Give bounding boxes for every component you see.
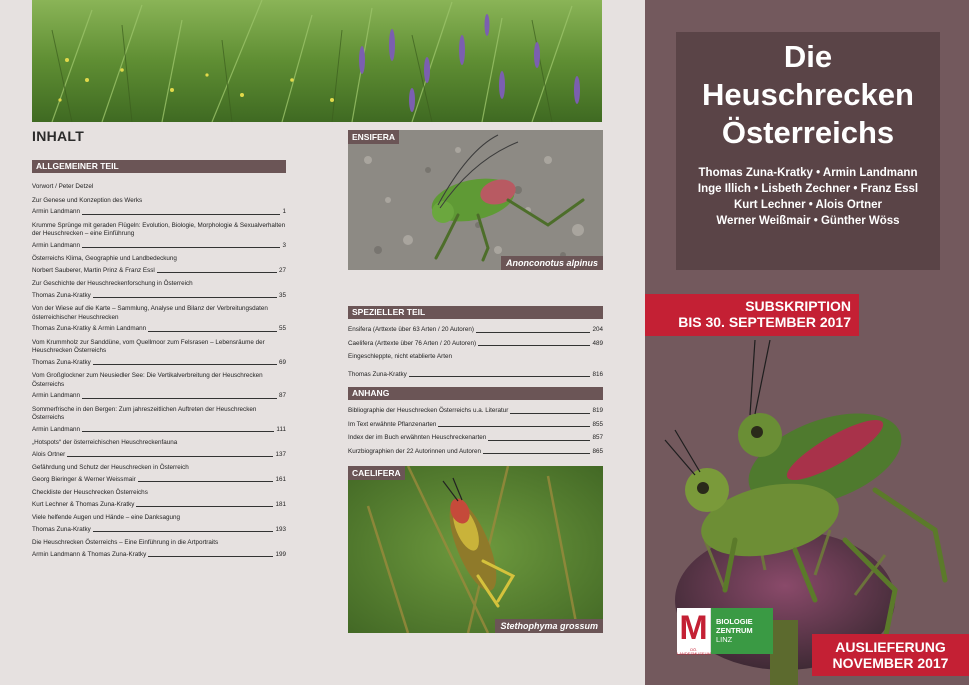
toc-entry-author: Georg Bieringer & Werner Weissmair [32, 475, 136, 483]
toc-entry-title: Eingeschleppte, nicht etablierte Arten [348, 353, 452, 360]
second-column [348, 130, 603, 633]
toc-entry [32, 339, 286, 368]
toc-entry-title: Kurzbiographien der 22 Autorinnen und Autoren [348, 447, 482, 455]
toc-entry-title: „Hotspots“ der österreichischen Heuschreckenfauna [32, 439, 178, 446]
toc-entry-title: Viele helfende Augen und Hände – eine Danksagung [32, 514, 180, 521]
subscription-banner [645, 294, 859, 336]
toc-entry-page: 55 [278, 325, 286, 332]
toc-entry-author: Armin Landmann & Thomas Zuna-Kratky [32, 550, 147, 558]
toc-entry-title: Vorwort / Peter Detzel [32, 183, 94, 190]
toc-entry [348, 421, 603, 430]
toc-entry-page: 857 [592, 434, 603, 441]
section-heading-appendix: ANHANG [348, 387, 603, 400]
toc-entry [32, 464, 286, 484]
toc-entry-title: Gefährdung und Schutz der Heuschrecken in Österreich [32, 464, 189, 471]
toc-entry-page: 3 [282, 241, 286, 249]
cover-title-box [676, 32, 940, 270]
toc-entry-title: Österreichs Klima, Geographie und Landbedeckung [32, 255, 177, 262]
toc-entry-author: Kurt Lechner & Thomas Zuna-Kratky [32, 500, 135, 508]
logo-text-line: BIOLOGIE [716, 617, 753, 626]
subscription-line: BIS 30. SEPTEMBER 2017 [678, 314, 851, 330]
toc-entry-author: Thomas Zuna-Kratky [32, 291, 91, 299]
logo-text-line: ZENTRUM [716, 626, 753, 635]
toc-entry [32, 255, 286, 275]
delivery-line: AUSLIEFERUNG [835, 639, 946, 655]
cover-author-line: Thomas Zuna-Kratky • Armin Landmann [698, 167, 918, 179]
toc-entry [32, 439, 286, 459]
caelifera-photo [348, 466, 603, 633]
toc-entry-page: 35 [278, 291, 286, 299]
toc-entry-author: Armin Landmann [32, 208, 80, 215]
toc-entry-page: 69 [278, 358, 286, 366]
toc-entry-page: 111 [276, 425, 286, 433]
toc-entry-title: Vom Krummholz zur Sanddüne, vom Quellmoor zum Felsrasen – Lebensräume der Heuschrecken Österreichs [32, 338, 265, 354]
ensifera-photo [348, 130, 603, 270]
toc-entry-author: Armin Landmann [32, 425, 80, 433]
toc-entry-title: Zur Geschichte der Heuschreckenforschung in Österreich [32, 280, 193, 287]
museum-logo-letter: M [679, 609, 708, 647]
toc-entry [32, 183, 286, 192]
cover-page [645, 0, 969, 685]
toc-entry [348, 326, 603, 335]
toc-entry-title: Krumme Sprünge mit geraden Flügeln: Evolution, Biologie, Morphologie & Sexualverhalten der Heuschrecken – eine Einführung [32, 221, 286, 237]
ensifera-caption: Anonconotus alpinus [501, 256, 603, 270]
toc-entry [348, 407, 603, 416]
section-heading-general: ALLGEMEINER TEIL [32, 160, 286, 173]
toc-entry-title: Im Text erwähnte Pflanzenarten [348, 420, 437, 428]
ensifera-label: ENSIFERA [348, 130, 399, 144]
toc-entry [32, 280, 286, 300]
meadow-photo [32, 0, 602, 122]
toc-entry-author: Thomas Zuna-Kratky & Armin Landmann [32, 325, 147, 332]
toc-entry-title: Vom Großglockner zum Neusiedler See: Die Vertikalverbreitung der Heuschrecken Österreichs [32, 372, 263, 388]
toc-entry-author: Armin Landmann [32, 241, 80, 249]
toc-entry-page: 819 [592, 407, 603, 414]
toc-entry-author: Thomas Zuna-Kratky [32, 358, 91, 366]
delivery-line: NOVEMBER 2017 [832, 655, 949, 671]
museum-logo-caption: OÖ. LANDESMUSEUM [677, 647, 711, 656]
toc-entry-page: 87 [278, 392, 286, 399]
toc-entry-page: 199 [275, 550, 286, 558]
subscription-line: SUBSKRIPTION [745, 298, 851, 314]
cover-author-line: Kurt Lechner • Alois Ortner [733, 199, 882, 211]
toc-entry-page: 1 [282, 208, 286, 215]
toc-entry-title: Ensifera (Arttexte über 63 Arten / 20 Autoren) [348, 326, 475, 333]
cover-title-line: Österreichs [721, 115, 895, 150]
toc-entry [32, 514, 286, 534]
toc-entry [32, 197, 286, 217]
toc-entry-title: Checkliste der Heuschrecken Österreichs [32, 489, 148, 496]
toc-entry-page: 181 [275, 500, 286, 508]
cover-authors [676, 165, 940, 229]
toc-entry-author: Armin Landmann [32, 392, 80, 399]
toc-entry [348, 340, 603, 349]
toc-entry-title: Von der Wiese auf die Karte – Sammlung, Analyse und Bilanz der Verbreitungsdaten österreichischer Heuschrecken [32, 305, 268, 321]
caelifera-caption: Stethophyma grossum [495, 619, 603, 633]
toc-entry-author: Alois Ortner [32, 450, 66, 458]
toc-entry-page: 193 [275, 525, 286, 533]
toc-entry-page: 816 [592, 370, 603, 378]
museum-logo [677, 608, 711, 654]
toc-entry [32, 539, 286, 559]
cover-author-line: Inge Illich • Lisbeth Zechner • Franz Essl [697, 183, 919, 195]
section-heading-special: SPEZIELLER TEIL [348, 306, 603, 319]
toc-entry [32, 222, 286, 251]
toc-entry [32, 489, 286, 509]
table-of-contents [32, 128, 286, 564]
toc-entry [348, 434, 603, 443]
delivery-banner [812, 634, 969, 676]
toc-entry-title: Index der im Buch erwähnten Heuschreckenarten [348, 434, 487, 441]
toc-entry-title: Die Heuschrecken Österreichs – Eine Einführung in die Artportraits [32, 539, 219, 546]
toc-entry [348, 448, 603, 457]
toc-entry-title: Caelifera (Arttexte über 76 Arten / 20 Autoren) [348, 339, 477, 347]
toc-entry [32, 372, 286, 401]
logo-text-line: LINZ [716, 635, 733, 644]
toc-entry [32, 406, 286, 435]
cover-author-line: Werner Weißmair • Günther Wöss [716, 215, 900, 227]
toc-entry-author: Norbert Sauberer, Martin Prinz & Franz Essl [32, 266, 155, 274]
cover-title-line: Die [783, 39, 833, 74]
toc-entry-page: 137 [275, 450, 286, 458]
caelifera-label: CAELIFERA [348, 466, 405, 480]
toc-entry-page: 865 [592, 447, 603, 455]
publisher-logo [677, 608, 773, 654]
toc-entry-title: Zur Genese und Konzeption des Werks [32, 196, 143, 204]
biologiezentrum-logo [711, 608, 773, 654]
cover-title-line: Heuschrecken [702, 77, 914, 112]
toc-entry-title: Bibliographie der Heuschrecken Österreichs u.a. Literatur [348, 407, 509, 414]
toc-entry-page: 204 [592, 326, 603, 333]
toc-entry-author: Thomas Zuna-Kratky [348, 370, 407, 378]
toc-entry [348, 353, 603, 379]
toc-entry-page: 161 [275, 475, 286, 483]
toc-entry-page: 27 [278, 266, 286, 274]
toc-entry-page: 489 [592, 339, 603, 347]
toc-entry-title: Sommerfrische in den Bergen: Zum jahreszeitlichen Auftreten der Heuschrecken Österreichs [32, 405, 257, 421]
toc-entry [32, 305, 286, 334]
cover-title [676, 38, 940, 152]
toc-entry-author: Thomas Zuna-Kratky [32, 525, 91, 533]
toc-entry-page: 855 [592, 420, 603, 428]
toc-title: INHALT [32, 128, 85, 144]
